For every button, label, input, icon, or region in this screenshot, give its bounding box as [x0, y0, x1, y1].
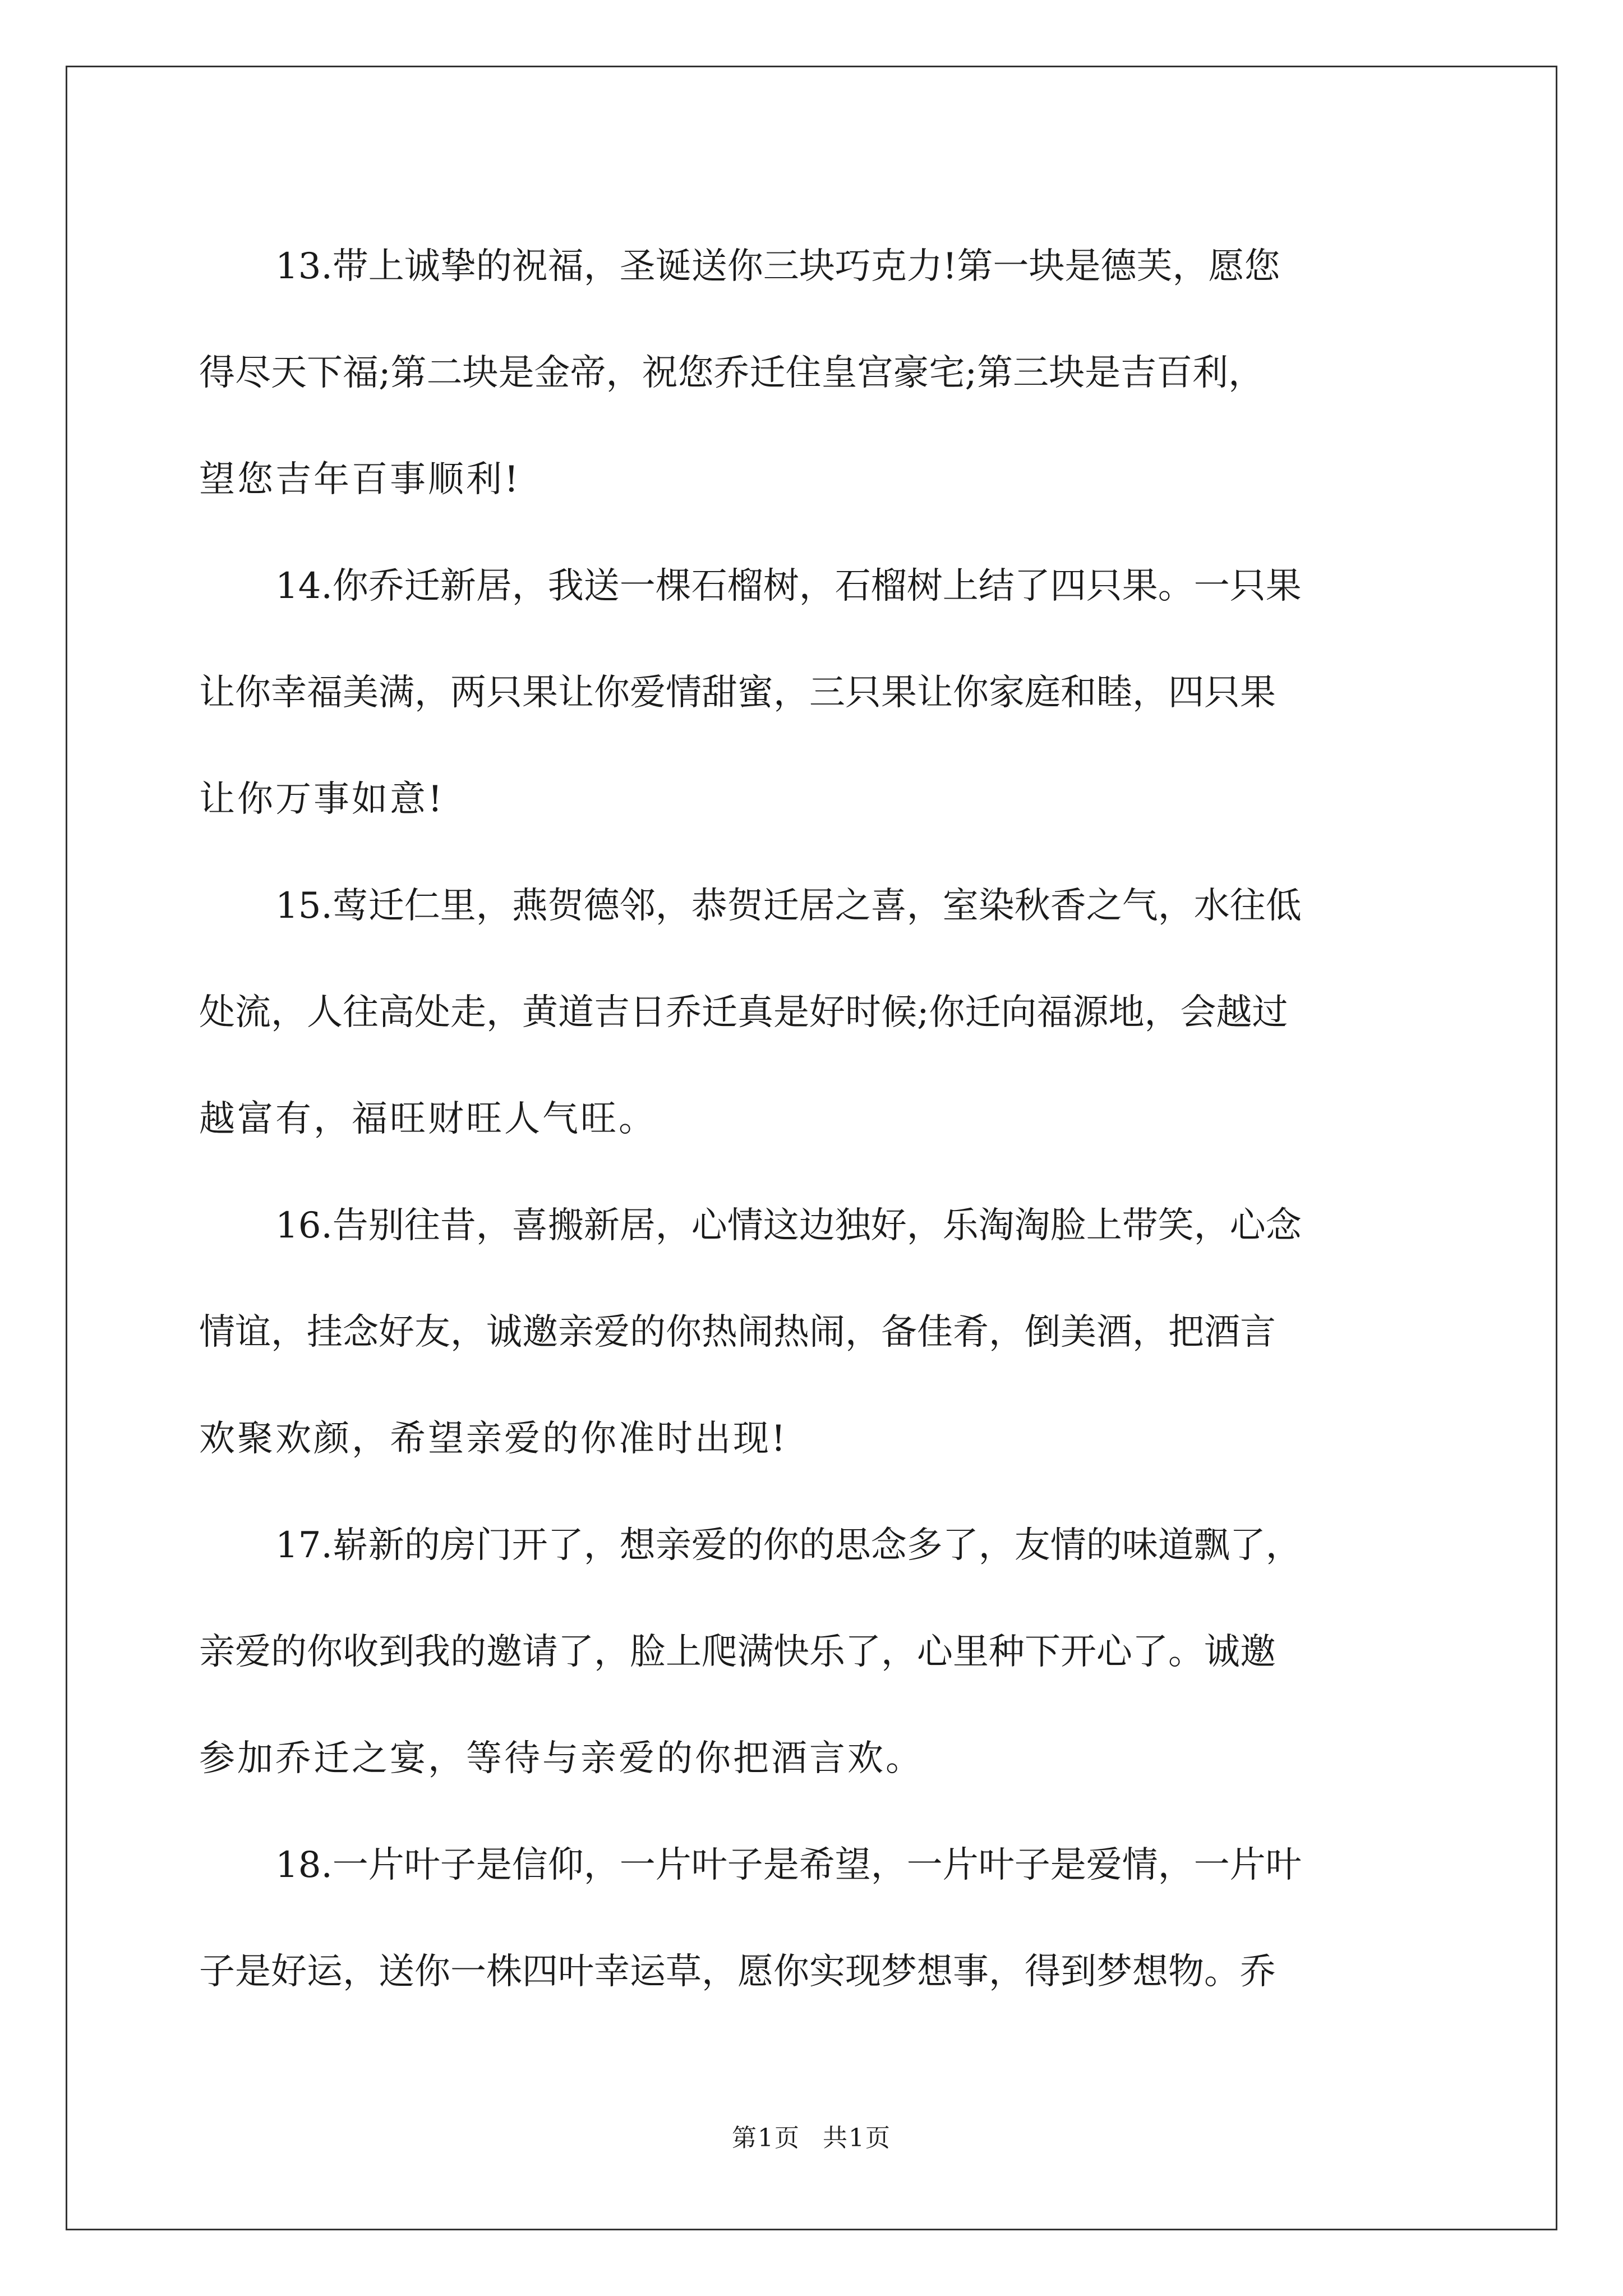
text-line: 子是好运，送你一株四叶幸运草，愿你实现梦想事，得到梦想物。乔 — [199, 1951, 1276, 1993]
paragraph-18 — [199, 1812, 1450, 2025]
text-line: 情谊，挂念好友，诚邀亲爱的你热闹热闹，备佳肴，倒美酒，把酒言 — [199, 1312, 1276, 1353]
text-line: 17.崭新的房门开了，想亲爱的你的思念多了，友情的味道飘了， — [275, 1525, 1302, 1566]
text-line: 让你万事如意! — [199, 779, 445, 820]
text-line: 15.莺迁仁里，燕贺德邻，恭贺迁居之喜，室染秋香之气，水往低 — [275, 885, 1302, 927]
text-line: 14.你乔迁新居，我送一棵石榴树，石榴树上结了四只果。一只果 — [275, 565, 1302, 607]
paragraph-17 — [199, 1492, 1450, 1812]
text-line: 让你幸福美满，两只果让你爱情甜蜜，三只果让你家庭和睦，四只果 — [199, 672, 1276, 714]
text-line: 欢聚欢颜，希望亲爱的你准时出现! — [199, 1418, 788, 1460]
text-line: 望您吉年百事顺利! — [199, 459, 521, 500]
text-line: 得尽天下福;第二块是金帝，祝您乔迁住皇宫豪宅;第三块是吉百利， — [199, 352, 1265, 394]
page-number-total: 共1页 — [823, 2124, 891, 2152]
paragraph-13 — [199, 213, 1450, 533]
paragraph-16 — [199, 1172, 1450, 1492]
paragraph-14 — [199, 533, 1450, 853]
text-line: 参加乔迁之宴，等待与亲爱的你把酒言欢。 — [199, 1738, 924, 1779]
text-line: 13.带上诚挚的祝福，圣诞送你三块巧克力!第一块是德芙，愿您 — [275, 246, 1280, 287]
text-line: 越富有，福旺财旺人气旺。 — [199, 1098, 657, 1140]
text-line: 亲爱的你收到我的邀请了，脸上爬满快乐了，心里种下开心了。诚邀 — [199, 1631, 1276, 1673]
text-line: 18.一片叶子是信仰，一片叶子是希望，一片叶子是爱情，一片叶 — [275, 1844, 1302, 1886]
document-body — [199, 213, 1450, 2025]
page-number-current: 第1页 — [732, 2124, 800, 2152]
text-line: 处流，人往高处走，黄道吉日乔迁真是好时候;你迁向福源地，会越过 — [199, 992, 1288, 1033]
page-footer — [0, 2118, 1623, 2154]
paragraph-15 — [199, 853, 1450, 1172]
text-line: 16.告别往昔，喜搬新居，心情这边独好，乐淘淘脸上带笑，心念 — [275, 1205, 1302, 1246]
